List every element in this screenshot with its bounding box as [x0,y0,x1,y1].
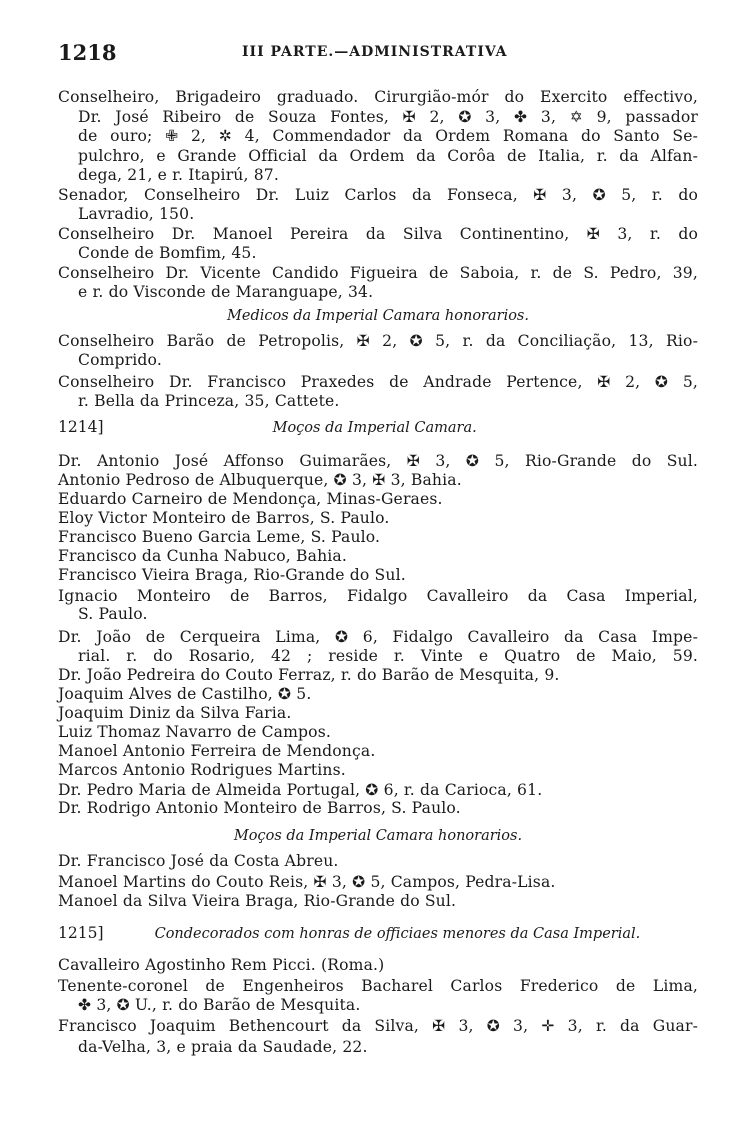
text-line: Tenente-coronel de Engenheiros Bacharel Carlos Frederico de Lima, [58,977,698,995]
text-line: Manoel Antonio Ferreira de Mendonça. [58,742,376,760]
text-line: Dr. José Ribeiro de Souza Fontes, ✠ 2, ✪ 3, ✤ 3, ✡ 9, passador [78,108,698,126]
text-line: Ignacio Monteiro de Barros, Fidalgo Cavalleiro da Casa Imperial, [58,587,698,605]
section-heading: Medicos da Imperial Camara honorarios. [227,308,529,324]
section-title: III PARTE.—ADMINISTRATIVA [242,44,508,60]
text-line: Joaquim Diniz da Silva Faria. [58,704,292,722]
text-line: Conselheiro Dr. Vicente Candido Figueira de Saboia, r. de S. Pedro, 39, [58,264,698,282]
text-line: Cavalleiro Agostinho Rem Picci. (Roma.) [58,956,385,974]
section-heading-text: Condecorados com honras de officiaes menores da Casa Imperial. [154,926,641,942]
text-line: r. Bella da Princeza, 35, Cattete. [78,392,340,410]
text-line: e r. do Visconde de Maranguape, 34. [78,283,374,301]
text-line: Dr. Rodrigo Antonio Monteiro de Barros, S. Paulo. [58,799,461,817]
text-line: Conde de Bomfim, 45. [78,244,257,262]
text-line: S. Paulo. [78,605,148,623]
paragraph-number: 1214] [58,418,104,436]
section-heading: Moços da Imperial Camara honorarios. [233,828,523,844]
text-line: Francisco Bueno Garcia Leme, S. Paulo. [58,528,381,546]
section-heading-1215 [58,922,698,944]
text-line: Antonio Pedroso de Albuquerque, ✪ 3, ✠ 3, Bahia. [58,471,462,489]
text-line: Lavradio, 150. [78,205,195,223]
page-number: 1218 [58,40,117,65]
text-line: Joaquim Alves de Castilho, ✪ 5. [58,685,312,703]
text-line: Conselheiro Barão de Petropolis, ✠ 2, ✪ 5, r. da Conciliação, 13, Rio- [58,332,698,350]
text-line: ✤ 3, ✪ U., r. do Barão de Mesquita. [78,996,361,1014]
text-line: Manoel Martins do Couto Reis, ✠ 3, ✪ 5, Campos, Pedra-Lisa. [58,873,556,891]
section-heading-text: Moços da Imperial Camara. [272,420,477,436]
text-line: Conselheiro Dr. Francisco Praxedes de Andrade Pertence, ✠ 2, ✪ 5, [58,373,698,391]
running-head [58,40,698,64]
text-line: pulchro, e Grande Official da Ordem da Corôa de Italia, r. da Alfan- [78,147,698,165]
text-line: Conselheiro, Brigadeiro graduado. Cirurgião-mór do Exercito effectivo, [58,88,698,106]
text-line: Luiz Thomaz Navarro de Campos. [58,723,331,741]
text-line: Dr. Francisco José da Costa Abreu. [58,852,339,870]
text-line: Dr. João de Cerqueira Lima, ✪ 6, Fidalgo Cavalleiro da Casa Impe- [58,628,698,646]
text-line: Dr. Antonio José Affonso Guimarães, ✠ 3, ✪ 5, Rio-Grande do Sul. [58,452,698,470]
text-line: Marcos Antonio Rodrigues Martins. [58,761,346,779]
paragraph-number: 1215] [58,924,104,942]
text-line: Comprido. [78,351,162,369]
section-heading-1214 [58,416,698,438]
text-line: de ouro; ✙ 2, ✲ 4, Commendador da Ordem Romana do Santo Se- [78,127,698,145]
text-line: Senador, Conselheiro Dr. Luiz Carlos da Fonseca, ✠ 3, ✪ 5, r. do [58,186,698,204]
text-line: Dr. João Pedreira do Couto Ferraz, r. do Barão de Mesquita, 9. [58,666,560,684]
text-line: Eduardo Carneiro de Mendonça, Minas-Geraes. [58,490,443,508]
text-line: Dr. Pedro Maria de Almeida Portugal, ✪ 6, r. da Carioca, 61. [58,781,543,799]
text-line: Francisco da Cunha Nabuco, Bahia. [58,547,347,565]
text-line: rial. r. do Rosario, 42 ; reside r. Vinte e Quatro de Maio, 59. [78,647,698,665]
text-line: Francisco Vieira Braga, Rio-Grande do Sul. [58,566,406,584]
text-line: Manoel da Silva Vieira Braga, Rio-Grande do Sul. [58,892,457,910]
text-line: Conselheiro Dr. Manoel Pereira da Silva Continentino, ✠ 3, r. do [58,225,698,243]
text-line: da-Velha, 3, e praia da Saudade, 22. [78,1038,368,1056]
text-line: dega, 21, e r. Itapirú, 87. [78,166,279,184]
text-line: Francisco Joaquim Bethencourt da Silva, ✠ 3, ✪ 3, ✛ 3, r. da Guar- [58,1017,698,1035]
text-line: Eloy Victor Monteiro de Barros, S. Paulo. [58,509,390,527]
